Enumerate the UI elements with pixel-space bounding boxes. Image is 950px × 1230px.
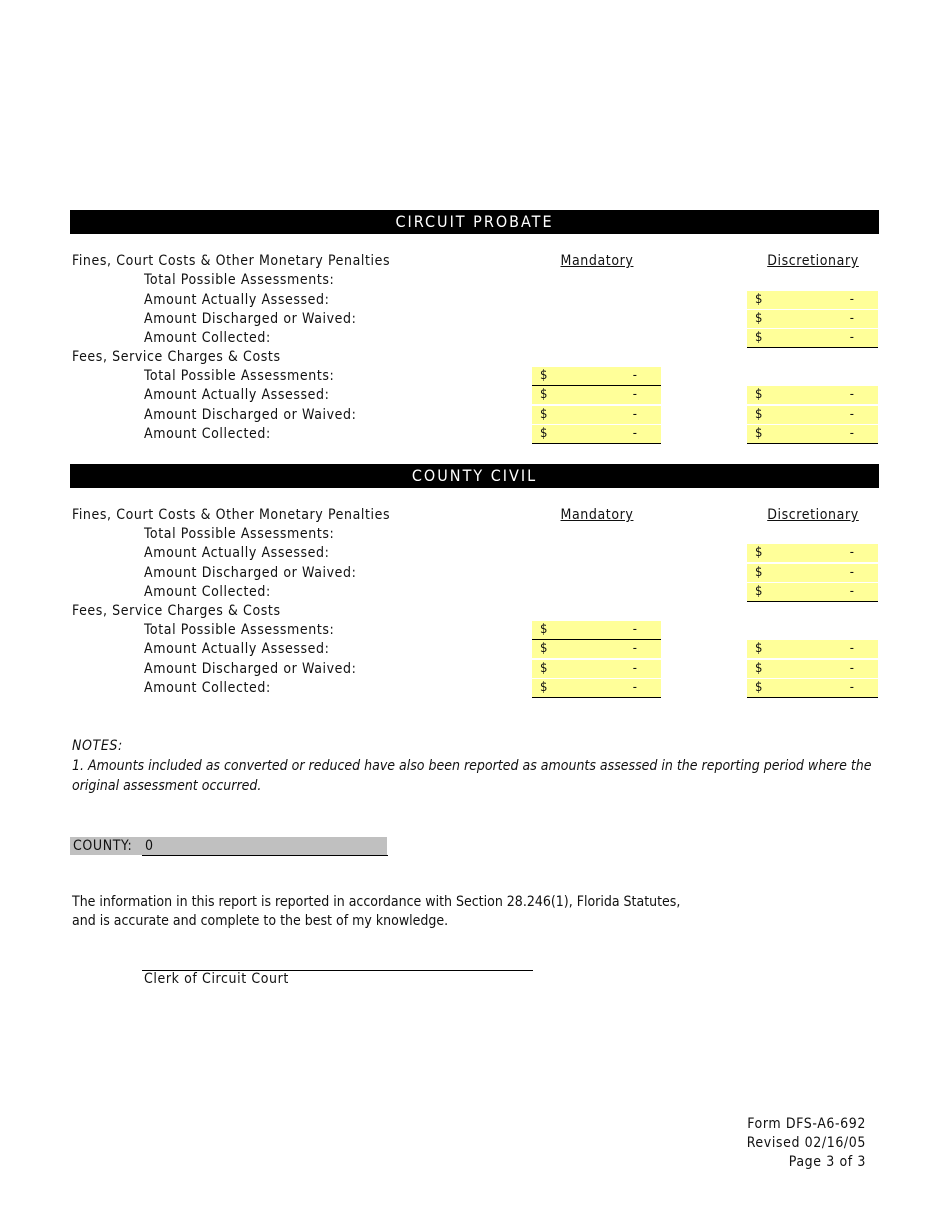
row-label: Total Possible Assessments: (144, 526, 335, 542)
fines-label: Fines, Court Costs & Other Monetary Penalties (72, 507, 391, 523)
amount-field[interactable] (747, 640, 878, 658)
amount-value: - (849, 545, 854, 560)
amount-value: - (849, 292, 854, 307)
amount-value: - (632, 407, 637, 422)
currency-symbol: $ (540, 368, 548, 383)
row-label: Amount Discharged or Waived: (144, 565, 357, 581)
amount-value: - (849, 680, 854, 695)
amount-field[interactable] (532, 621, 661, 640)
currency-symbol: $ (540, 641, 548, 656)
notes-heading: NOTES: (72, 738, 123, 754)
row-label: Amount Discharged or Waived: (144, 311, 357, 327)
row-label: Amount Collected: (144, 330, 271, 346)
amount-value: - (849, 661, 854, 676)
amount-field[interactable] (532, 386, 661, 404)
amount-value: - (632, 426, 637, 441)
row-label: Amount Actually Assessed: (144, 387, 330, 403)
amount-value: - (849, 311, 854, 326)
amount-field[interactable] (747, 660, 878, 678)
row-label: Amount Discharged or Waived: (144, 407, 357, 423)
section-header-county-civil: COUNTY CIVIL (70, 464, 879, 488)
currency-symbol: $ (755, 545, 763, 560)
currency-symbol: $ (755, 680, 763, 695)
currency-symbol: $ (540, 426, 548, 441)
notes-line-2: original assessment occurred. (72, 778, 262, 794)
mandatory-header: Mandatory (560, 253, 634, 269)
amount-value: - (632, 680, 637, 695)
amount-field[interactable] (747, 291, 878, 309)
currency-symbol: $ (540, 622, 548, 637)
county-label: COUNTY: (73, 838, 133, 854)
currency-symbol: $ (755, 407, 763, 422)
amount-field[interactable] (747, 425, 878, 444)
amount-value: - (849, 407, 854, 422)
amount-field[interactable] (747, 679, 878, 698)
amount-field[interactable] (532, 660, 661, 678)
discretionary-header: Discretionary (767, 507, 859, 523)
discretionary-header: Discretionary (767, 253, 859, 269)
amount-value: - (632, 368, 637, 383)
amount-field[interactable] (532, 640, 661, 658)
amount-value: - (849, 426, 854, 441)
amount-value: - (632, 641, 637, 656)
amount-value: - (849, 330, 854, 345)
row-label: Amount Actually Assessed: (144, 545, 330, 561)
row-label: Amount Collected: (144, 584, 271, 600)
currency-symbol: $ (755, 387, 763, 402)
row-label: Total Possible Assessments: (144, 272, 335, 288)
amount-value: - (849, 565, 854, 580)
currency-symbol: $ (755, 426, 763, 441)
amount-field[interactable] (747, 386, 878, 404)
currency-symbol: $ (755, 584, 763, 599)
signature-label: Clerk of Circuit Court (144, 971, 289, 987)
currency-symbol: $ (540, 387, 548, 402)
fees-label: Fees, Service Charges & Costs (72, 603, 281, 619)
currency-symbol: $ (540, 407, 548, 422)
county-value: 0 (145, 838, 154, 854)
amount-field[interactable] (747, 329, 878, 348)
notes-line-1: 1. Amounts included as converted or reduced have also been reported as amounts assessed in the reporting period where the (72, 758, 872, 774)
row-label: Amount Collected: (144, 680, 271, 696)
fines-label: Fines, Court Costs & Other Monetary Penalties (72, 253, 391, 269)
amount-field[interactable] (532, 406, 661, 424)
amount-value: - (632, 622, 637, 637)
county-field[interactable] (70, 837, 387, 855)
amount-field[interactable] (532, 425, 661, 444)
amount-value: - (632, 387, 637, 402)
amount-value: - (849, 641, 854, 656)
row-label: Amount Actually Assessed: (144, 641, 330, 657)
currency-symbol: $ (540, 680, 548, 695)
mandatory-header: Mandatory (560, 507, 634, 523)
currency-symbol: $ (755, 565, 763, 580)
row-label: Total Possible Assessments: (144, 622, 335, 638)
amount-value: - (849, 387, 854, 402)
currency-symbol: $ (755, 311, 763, 326)
amount-field[interactable] (747, 583, 878, 602)
page-number: Page 3 of 3 (788, 1154, 866, 1170)
form-number: Form DFS-A6-692 (747, 1116, 866, 1132)
currency-symbol: $ (755, 661, 763, 676)
amount-field[interactable] (747, 310, 878, 328)
certification-line-2: and is accurate and complete to the best of my knowledge. (72, 913, 449, 929)
amount-value: - (632, 661, 637, 676)
row-label: Total Possible Assessments: (144, 368, 335, 384)
section-header-circuit-probate: CIRCUIT PROBATE (70, 210, 879, 234)
amount-field[interactable] (747, 406, 878, 424)
currency-symbol: $ (540, 661, 548, 676)
row-label: Amount Actually Assessed: (144, 292, 330, 308)
amount-value: - (849, 584, 854, 599)
fees-label: Fees, Service Charges & Costs (72, 349, 281, 365)
county-underline (142, 855, 388, 856)
revision-date: Revised 02/16/05 (746, 1135, 866, 1151)
currency-symbol: $ (755, 330, 763, 345)
row-label: Amount Discharged or Waived: (144, 661, 357, 677)
amount-field[interactable] (747, 564, 878, 582)
row-label: Amount Collected: (144, 426, 271, 442)
amount-field[interactable] (532, 679, 661, 698)
amount-field[interactable] (532, 367, 661, 386)
currency-symbol: $ (755, 292, 763, 307)
currency-symbol: $ (755, 641, 763, 656)
certification-line-1: The information in this report is reported in accordance with Section 28.246(1), Florida Statutes, (72, 894, 681, 910)
amount-field[interactable] (747, 544, 878, 562)
